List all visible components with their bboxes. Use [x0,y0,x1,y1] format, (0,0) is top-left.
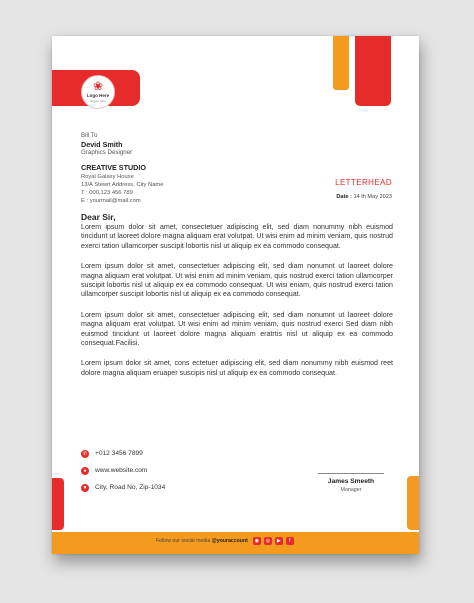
social-icon-1: ◉ [254,538,260,544]
contact-phone-text: +012 3456 7899 [95,450,143,457]
top-orange-bar [333,36,349,90]
footer-social-handle: @youraccount [211,538,248,544]
letter-body [81,212,393,389]
contact-address [81,482,261,493]
social-icon-3: ▶ [275,537,283,545]
date-label: Date : [336,194,352,200]
letterhead-sheet [52,36,419,554]
company-email: E : yourmail@mail.com [81,198,141,204]
logo [82,76,114,108]
bottom-left-red-bar [52,478,64,530]
social-icon-2: ◎ [265,538,271,544]
contact-address-text: City, Road No, Zip-1034 [95,484,166,491]
phone-icon: ✆ [82,450,88,457]
letter-paragraph: Lorem ipsum dolor sit amet, cons ectetuer adipiscing elit, sed diam nonummy nibh euismod reet dolore magna aliquam eruaper suscipis nisl ut aliquip ex ea commodo consequat. [81,359,393,377]
logo-tagline: slogan here [90,99,106,103]
letterhead-title: LETTERHEAD [335,178,392,187]
signature-block [318,473,384,494]
date-value: 14 th May 2023 [353,194,392,200]
location-pin-icon: ▼ [82,484,88,491]
logo-text: Logo Here [86,93,110,98]
contact-phone [81,448,261,459]
top-red-bar [355,36,391,106]
bill-to-block [81,132,241,157]
signature-name: James Smeeth [327,478,375,485]
company-phone: T : 000.123 456 789 [81,190,133,196]
bottom-right-orange-bar [407,476,419,530]
letter-paragraph: Lorem ipsum dolor sit amet, consectetuer adipiscing elit, sed diam nonumnt ut laoreet dolore magna aliquam erat volutpat. Ut wisi enim ad minim veniam, quis nostrud exerci Sed diam nibh euismod tincidunt ut laoreet dolore magna aliquam eratrtis nisl ut aliquip ex ea commodo consequat.Facilisi. [81,310,393,348]
footer-social-label: Follow our social media [156,538,211,544]
logo-mark-icon: ❀ [92,79,104,93]
letter-greeting: Dear Sir, [81,212,116,222]
footer-social-text [156,538,248,544]
bill-to-name: Devid Smith [81,140,123,149]
signature-role: Manager [340,487,362,493]
footer-bar [52,532,419,554]
letter-paragraph: Lorem ipsum dolor sit amet, consectetuer adipiscing elit, sed diam nonummy nibh euismod tincidunt ut laoreet dolore magna aliquam erat volutpat. Ut wisi enim ad minim veniam, quis nostrud exerci tation ullamcorper suscipit lobortis nisl ut aliquip ex ea commodo consequat. [81,223,393,250]
company-address-1: Royal Galaxy House [81,174,134,180]
company-block [81,163,261,205]
globe-icon: ● [81,467,89,475]
contact-block [81,448,261,499]
footer-social [156,535,297,547]
bill-to-role: Graphics Designer [81,149,133,156]
company-name: CREATIVE STUDIO [81,163,146,172]
contact-website-text: www.website.com [95,467,148,474]
bill-to-label: Bill To [81,132,98,139]
signature-line [318,473,384,474]
letter-paragraph: Lorem ipsum dolor sit amet, consectetuer adipiscing elit, sed diam nonumnt ut laoreet dolore magna aliquam erat volutpat. Ut wisi enim ad minim veniam, quis nostrud exerci tation ullamcorper suscipit lobortis nisl ut aliquip ex ea commodo consequat. Ut wisi eniam, quis nostrud exerci tation ullamcorper suscipit lobortis nisl ut aliquip ex ea commodo consequat. [81,262,393,299]
company-address-2: 13/A Stewrt Address, City Name [81,182,164,188]
contact-website [81,465,261,476]
facebook-icon: f [286,537,294,545]
letter-date [336,194,392,200]
